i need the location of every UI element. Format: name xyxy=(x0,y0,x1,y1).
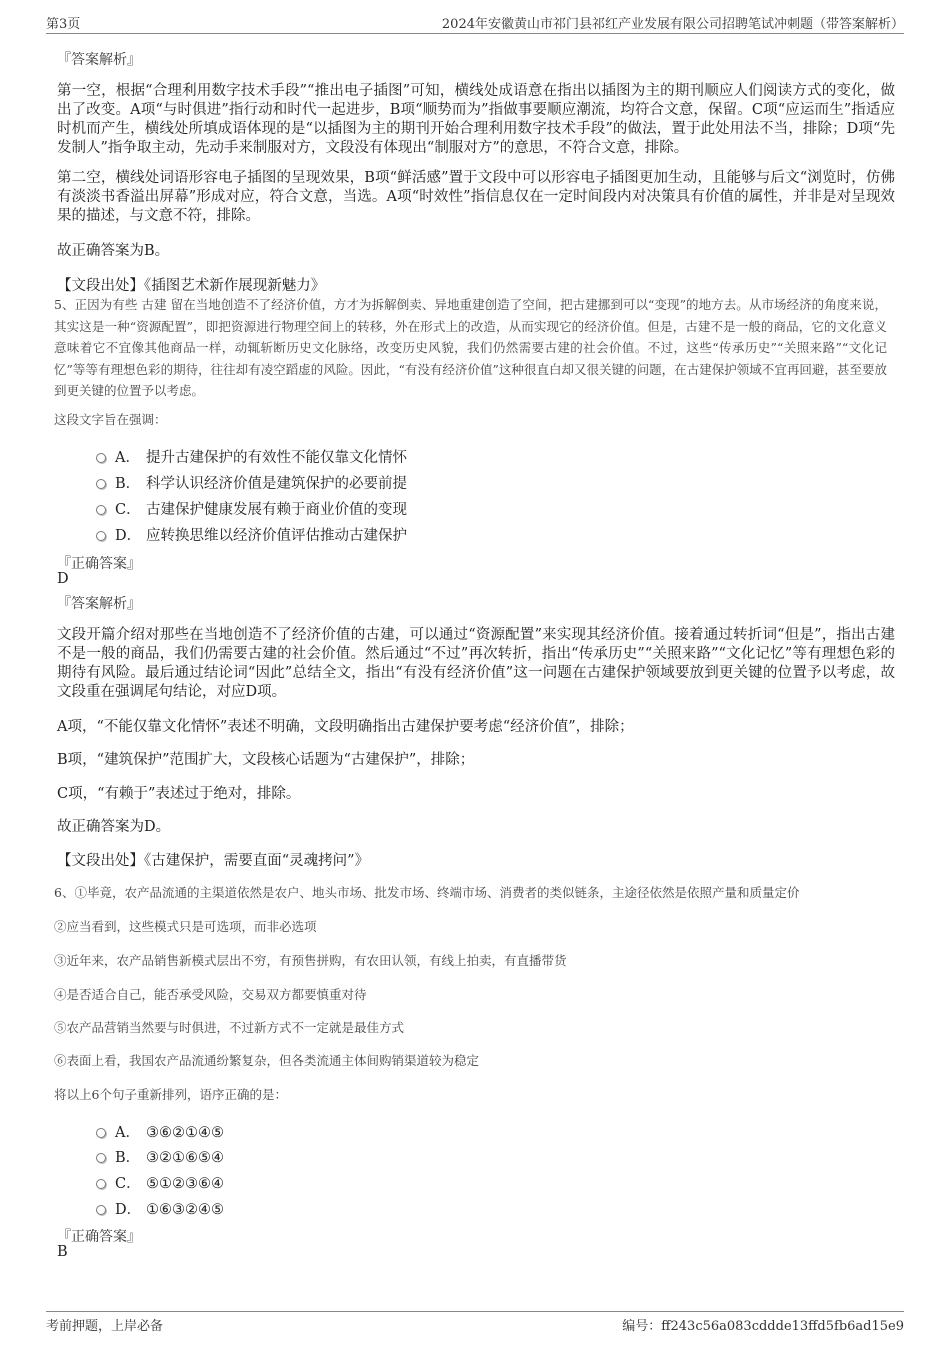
sentence-6: ⑥表面上看，我国农产品流通纷繁复杂，但各类流通主体间购销渠道较为稳定 xyxy=(54,1053,480,1068)
analysis-paragraph: 文段开篇介绍对那些在当地创造不了经济价值的古建，可以通过“资源配置”来实现其经济价值。接着通过转折词“但是”，指出古建不是一般的商品，我们仍需要古建的社会价值。然后通过“不过”再次转折，指出“传承历史”“关照来路”“文化记忆”等有理想色彩的期待有风险。最后通过结论词“因此”总结全文，指出“有没有经济价值”这一问题在古建保护领域要放到更关键的位置予以考虑，故文段重在强调尾句结论，对应D项。 xyxy=(57,627,895,700)
document-title: 2024年安徽黄山市祁门县祁红产业发展有限公司招聘笔试冲刺题（带答案解析） xyxy=(441,17,904,32)
question-stem: 将以上6个句子重新排列，语序正确的是： xyxy=(54,1087,287,1102)
answer-tag: 『正确答案』 xyxy=(57,1229,141,1245)
page-footer xyxy=(46,1311,904,1334)
analysis-paragraph: 第一空，根据“合理利用数字技术手段”“推出电子插图”可知，横线处成语意在指出以插图为主的期刊顺应人们阅读方式的变化，做出了改变。A项“与时俱进”指行动和时代一起进步，B项“顺势而为”指做事要顺应潮流，均符合文意，保留。C项“应运而生”指适应时机而产生，横线处所填成语体现的是“以插图为主的期刊开始合理利用数字技术手段”的做法，置于此处用法不当，排除；D项“先发制人”指争取主动，先动手来制服对方，文段没有体现出“制服对方”的意思，不符合文意，排除。 xyxy=(57,83,895,156)
radio-icon[interactable] xyxy=(96,453,106,463)
radio-icon[interactable] xyxy=(96,1153,106,1163)
correct-answer: D xyxy=(57,571,69,587)
footer-slogan: 考前押题，上岸必备 xyxy=(46,1319,164,1334)
page-header xyxy=(46,13,904,34)
sentence-3: ③近年来，农产品销售新模式层出不穷，有预售拼购，有农田认领，有线上拍卖，有直播带货 xyxy=(54,953,567,968)
radio-icon[interactable] xyxy=(96,1128,106,1138)
analysis-line-a: A项，“不能仅靠文化情怀”表述不明确，文段明确指出古建保护要考虑“经济价值”，排除； xyxy=(57,719,634,735)
sentence-5: ⑤农产品营销当然要与时俱进，不过新方式不一定就是最佳方式 xyxy=(54,1020,405,1035)
analysis-line-c: C项，“有赖于”表述过于绝对，排除。 xyxy=(57,786,301,802)
option-a[interactable]: A． ③⑥②①④⑤ xyxy=(96,1121,224,1142)
correct-answer: B xyxy=(57,1244,68,1260)
source-citation: 【文段出处】《古建保护，需要直面“灵魂拷问”》 xyxy=(57,853,370,869)
sentence-4: ④是否适合自己，能否承受风险，交易双方都要慎重对待 xyxy=(54,987,367,1002)
sentence-2: ②应当看到，这些模式只是可选项，而非必选项 xyxy=(54,919,317,934)
source-citation: 【文段出处】《插图艺术新作展现新魅力》 xyxy=(57,278,326,294)
page-number: 第3页 xyxy=(46,17,81,32)
answer-tag: 『正确答案』 xyxy=(57,556,141,572)
conclusion-text: 故正确答案为D。 xyxy=(57,819,171,835)
question-passage: 5、正因为有些 古建 留在当地创造不了经济价值，方才为拆解倒卖、异地重建创造了空间，把古建挪到可以“变现”的地方去。从市场经济的角度来说，其实这是一种“资源配置”，即把资源进行物理空间上的转移，外在形式上的改造，从而实现它的经济价值。但是，古建不是一般的商品，它的文化意义意味着它不宜像其他商品一样，动辄斩断历史文化脉络，改变历史风貌，我们仍然需要古建的社会价值。不过，这些“传承历史”“关照来路”“文化记忆”等等有理想色彩的期待，往往却有凌空蹈虚的风险。因此，“有没有经济价值”这种很直白却又很关键的问题，在古建保护领域不宜再回避，甚至要放到更关键的位置予以考虑。 xyxy=(54,297,887,398)
option-d[interactable]: D． 应转换思维以经济价值评估推动古建保护 xyxy=(96,524,407,545)
radio-icon[interactable] xyxy=(96,1179,106,1189)
analysis-tag: 『答案解析』 xyxy=(57,52,141,68)
document-id: 编号：ff243c56a083cddde13ffd5fb6ad15e9 xyxy=(622,1319,904,1334)
radio-icon[interactable] xyxy=(96,531,106,541)
option-b[interactable]: B． ③②①⑥⑤④ xyxy=(96,1146,224,1167)
option-b[interactable]: B． 科学认识经济价值是建筑保护的必要前提 xyxy=(96,472,407,493)
radio-icon[interactable] xyxy=(96,505,106,515)
sentence-1: 6、①毕竟，农产品流通的主渠道依然是农户、地头市场、批发市场、终端市场、消费者的类似链条，主途径依然是依照产量和质量定价 xyxy=(54,885,800,900)
question-stem: 这段文字旨在强调： xyxy=(54,412,167,427)
analysis-line-b: B项，“建筑保护”范围扩大，文段核心话题为“古建保护”，排除； xyxy=(57,752,475,768)
analysis-paragraph: 第二空，横线处词语形容电子插图的呈现效果，B项“鲜活感”置于文段中可以形容电子插图更加生动，且能够与后文“浏览时，仿佛有淡淡书香溢出屏幕”形成对应，符合文意，当选。A项“时效性”指信息仅在一定时间段内对决策具有价值的属性，并非是对呈现效果的描述，与文意不符，排除。 xyxy=(57,170,895,224)
radio-icon[interactable] xyxy=(96,1205,106,1215)
option-d[interactable]: D． ①⑥③②④⑤ xyxy=(96,1198,224,1219)
analysis-tag: 『答案解析』 xyxy=(57,596,141,612)
option-c[interactable]: C． 古建保护健康发展有赖于商业价值的变现 xyxy=(96,498,407,519)
option-a[interactable]: A． 提升古建保护的有效性不能仅靠文化情怀 xyxy=(96,446,407,467)
conclusion-text: 故正确答案为B。 xyxy=(57,243,170,259)
option-c[interactable]: C． ⑤①②③⑥④ xyxy=(96,1172,224,1193)
radio-icon[interactable] xyxy=(96,479,106,489)
